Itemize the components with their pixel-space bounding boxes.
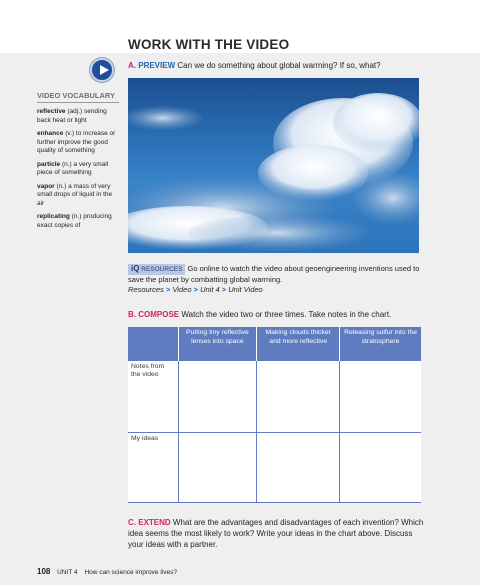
- section-a-text: Can we do something about global warming? If so, what?: [177, 61, 381, 70]
- vocab-def: to increase or further improve the good quality of something: [37, 130, 116, 154]
- section-c: [128, 517, 428, 550]
- note-cell[interactable]: [178, 360, 257, 432]
- vocab-term: enhance: [37, 130, 64, 137]
- top-band: [0, 0, 480, 30]
- iq-logo: iQ: [131, 264, 140, 273]
- section-a-label: A.: [128, 61, 136, 70]
- resources-note: [128, 264, 428, 295]
- note-cell[interactable]: [178, 432, 257, 502]
- section-b-keyword: COMPOSE: [138, 310, 180, 319]
- vocab-item: [37, 161, 119, 178]
- vocab-pos: (n.): [56, 182, 67, 190]
- row-label: Notes from the video: [128, 360, 178, 432]
- note-cell[interactable]: [257, 360, 340, 432]
- note-cell[interactable]: [340, 360, 421, 432]
- path-unit[interactable]: Unit 4: [200, 285, 220, 294]
- section-a: [128, 60, 381, 71]
- vocab-pos: (n.): [61, 160, 72, 168]
- vocab-item: [37, 183, 119, 209]
- resources-path: [128, 285, 263, 294]
- vocab-pos: (adj.): [67, 108, 83, 115]
- vocab-def: producing exact copies of: [37, 213, 112, 229]
- table-row: [128, 432, 421, 502]
- page-number: 108: [37, 567, 51, 576]
- footer-unit: UNIT 4: [57, 569, 78, 576]
- note-cell[interactable]: [257, 432, 340, 502]
- section-c-text: What are the advantages and disadvantages of each invention? Which idea seems the most likely to work? Write your ideas in the chart above. Discuss your ideas with a partner.: [128, 518, 424, 549]
- section-b: [128, 309, 391, 320]
- path-video[interactable]: Video: [172, 285, 192, 294]
- path-resources[interactable]: Resources: [128, 285, 164, 294]
- footer-question: How can science improve lives?: [84, 569, 177, 576]
- page-title: WORK WITH THE VIDEO: [128, 37, 290, 52]
- row-label: My ideas: [128, 432, 178, 502]
- vocab-item: [37, 108, 119, 125]
- table-header-row: [128, 327, 421, 360]
- clouds-illustration: [128, 78, 419, 253]
- section-c-keyword: EXTEND: [138, 518, 171, 527]
- path-separator: >: [165, 285, 171, 294]
- vocab-term: particle: [37, 160, 61, 168]
- section-a-keyword: PREVIEW: [138, 61, 176, 70]
- play-icon[interactable]: [90, 58, 114, 82]
- table-row: [128, 360, 421, 432]
- path-unit-video[interactable]: Unit Video: [228, 285, 263, 294]
- resources-label: RESOURCES: [141, 266, 183, 273]
- vocab-pos: (n.): [71, 213, 82, 220]
- section-c-label: C.: [128, 518, 136, 527]
- vocab-def: a very small piece of something: [37, 160, 109, 176]
- table-header: Making clouds thicker and more reflective: [257, 327, 340, 360]
- table-header: Releasing sulfur into the stratosphere: [340, 327, 421, 360]
- vocab-pos: (v.): [65, 130, 75, 137]
- page-footer: [37, 567, 177, 576]
- vocab-term: reflective: [37, 108, 66, 115]
- iq-resources-badge[interactable]: [128, 264, 185, 275]
- path-separator: >: [193, 285, 198, 294]
- resources-text: Go online to watch the video about geoengineering inventions used to save the planet by combatting global warming.: [128, 264, 420, 284]
- vocab-heading: VIDEO VOCABULARY: [37, 91, 119, 103]
- vocab-def: a mass of very small drops of liquid in the air: [37, 182, 113, 207]
- vocab-item: [37, 130, 119, 156]
- vocab-item: [37, 213, 119, 230]
- table-corner: [128, 327, 178, 360]
- vocab-term: vapor: [37, 182, 55, 190]
- vocab-def: sending back heat or light: [37, 108, 107, 124]
- sky-clouds-photo: [128, 78, 419, 253]
- note-cell[interactable]: [340, 432, 421, 502]
- vocab-term: replicating: [37, 213, 70, 220]
- section-b-label: B.: [128, 310, 136, 319]
- path-separator: >: [221, 285, 227, 294]
- notes-chart: [128, 327, 421, 503]
- video-vocabulary: [37, 91, 119, 235]
- table-header: Putting tiny reflective lenses into space: [178, 327, 257, 360]
- section-b-text: Watch the video two or three times. Take notes in the chart.: [181, 310, 392, 319]
